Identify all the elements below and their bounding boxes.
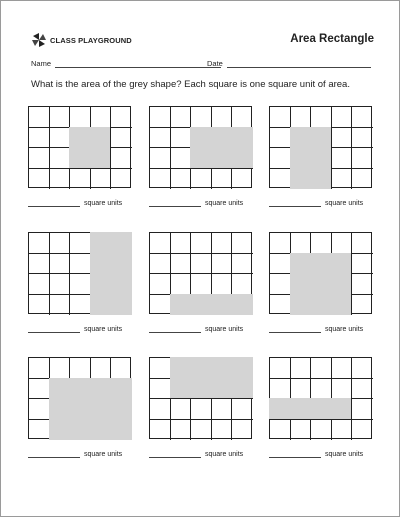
grid-square	[110, 357, 132, 379]
grid-square	[190, 419, 212, 441]
grid-square	[269, 147, 291, 169]
grid-square	[331, 378, 353, 400]
answer-field-6[interactable]	[269, 326, 379, 336]
grid-square	[149, 294, 171, 316]
grid-square	[49, 357, 71, 379]
shaded-square	[90, 419, 112, 441]
grid-square	[310, 232, 332, 254]
grid-square	[170, 273, 192, 295]
grid-square	[351, 294, 373, 316]
shaded-square	[90, 273, 112, 295]
grid-square	[28, 127, 50, 149]
grid-square	[90, 106, 112, 128]
grid-square	[49, 294, 71, 316]
unit-label: square units	[205, 326, 244, 334]
area-grid-8	[149, 357, 252, 439]
grid-square	[269, 273, 291, 295]
grid-square	[231, 273, 253, 295]
grid-square	[90, 168, 112, 190]
grid-square	[190, 106, 212, 128]
shaded-square	[331, 273, 353, 295]
answer-field-7[interactable]	[28, 451, 138, 461]
unit-label: square units	[84, 451, 123, 459]
answer-line[interactable]	[28, 332, 80, 333]
shaded-square	[110, 273, 132, 295]
answer-line[interactable]	[149, 457, 201, 458]
grid-square	[211, 106, 233, 128]
shaded-square	[310, 127, 332, 149]
shaded-square	[69, 398, 91, 420]
grid-square	[49, 253, 71, 275]
answer-field-9[interactable]	[269, 451, 379, 461]
shaded-square	[269, 398, 291, 420]
grid-square	[149, 357, 171, 379]
shaded-square	[190, 357, 212, 379]
grid-square	[269, 127, 291, 149]
grid-square	[190, 232, 212, 254]
answer-field-1[interactable]	[28, 200, 138, 210]
grid-square	[170, 147, 192, 169]
shaded-square	[290, 127, 312, 149]
shaded-square	[211, 357, 233, 379]
shaded-square	[190, 147, 212, 169]
shaded-square	[90, 253, 112, 275]
grid-square	[49, 232, 71, 254]
grid-square	[231, 398, 253, 420]
answer-field-2[interactable]	[149, 200, 259, 210]
shaded-square	[90, 147, 112, 169]
shaded-square	[90, 294, 112, 316]
grid-square	[28, 357, 50, 379]
shaded-square	[110, 378, 132, 400]
grid-square	[28, 419, 50, 441]
area-grid-5	[149, 232, 252, 314]
shaded-square	[190, 378, 212, 400]
shaded-square	[90, 127, 112, 149]
grid-square	[49, 106, 71, 128]
grid-square	[149, 419, 171, 441]
unit-label: square units	[205, 451, 244, 459]
shaded-square	[110, 253, 132, 275]
grid-square	[28, 168, 50, 190]
grid-square	[351, 106, 373, 128]
unit-label: square units	[325, 326, 364, 334]
shaded-square	[69, 147, 91, 169]
grid-square	[170, 419, 192, 441]
shaded-square	[190, 127, 212, 149]
grid-square	[290, 357, 312, 379]
grid-square	[310, 106, 332, 128]
shaded-square	[231, 127, 253, 149]
grid-square	[69, 357, 91, 379]
area-grid-7	[28, 357, 131, 439]
grid-square	[69, 253, 91, 275]
grid-square	[331, 127, 353, 149]
shaded-square	[211, 294, 233, 316]
grid-square	[149, 273, 171, 295]
shaded-square	[231, 357, 253, 379]
grid-square	[351, 419, 373, 441]
grid-square	[190, 168, 212, 190]
grid-square	[110, 127, 132, 149]
shaded-square	[231, 378, 253, 400]
answer-line[interactable]	[269, 206, 321, 207]
grid-square	[149, 127, 171, 149]
shaded-square	[290, 168, 312, 190]
shaded-square	[290, 253, 312, 275]
unit-label: square units	[325, 200, 364, 208]
grid-square	[351, 357, 373, 379]
grid-square	[351, 378, 373, 400]
name-label: Name	[31, 59, 52, 68]
grid-square	[211, 398, 233, 420]
grid-square	[110, 147, 132, 169]
answer-field-3[interactable]	[269, 200, 379, 210]
shaded-square	[69, 127, 91, 149]
grid-square	[170, 168, 192, 190]
answer-line[interactable]	[149, 332, 201, 333]
area-grid-6	[269, 232, 372, 314]
grid-square	[211, 273, 233, 295]
area-grid-3	[269, 106, 372, 188]
grid-square	[351, 127, 373, 149]
shaded-square	[49, 378, 71, 400]
grid-square	[49, 168, 71, 190]
unit-label: square units	[84, 326, 123, 334]
grid-square	[170, 253, 192, 275]
shaded-square	[211, 147, 233, 169]
grid-square	[170, 127, 192, 149]
shaded-square	[290, 147, 312, 169]
grid-square	[351, 168, 373, 190]
grid-square	[211, 168, 233, 190]
shaded-square	[170, 357, 192, 379]
grid-square	[269, 232, 291, 254]
shaded-square	[110, 294, 132, 316]
shaded-square	[331, 253, 353, 275]
grid-square	[69, 294, 91, 316]
grid-square	[28, 294, 50, 316]
grid-square	[28, 253, 50, 275]
grid-square	[49, 127, 71, 149]
grid-square	[149, 106, 171, 128]
grid-square	[69, 232, 91, 254]
grid-square	[269, 378, 291, 400]
grid-square	[28, 232, 50, 254]
answer-line[interactable]	[28, 457, 80, 458]
grid-square	[351, 232, 373, 254]
name-field[interactable]	[55, 67, 221, 68]
grid-square	[231, 168, 253, 190]
grid-square	[310, 419, 332, 441]
date-field[interactable]	[227, 67, 371, 68]
answer-field-8[interactable]	[149, 451, 259, 461]
shaded-square	[211, 127, 233, 149]
shaded-square	[231, 147, 253, 169]
shaded-square	[290, 273, 312, 295]
shaded-square	[190, 294, 212, 316]
answer-field-4[interactable]	[28, 326, 138, 336]
grid-square	[90, 357, 112, 379]
grid-square	[331, 106, 353, 128]
grid-square	[149, 378, 171, 400]
grid-square	[269, 294, 291, 316]
answer-line[interactable]	[269, 332, 321, 333]
grid-square	[269, 106, 291, 128]
grid-square	[231, 106, 253, 128]
shaded-square	[90, 378, 112, 400]
grid-square	[69, 106, 91, 128]
shaded-square	[90, 232, 112, 254]
grid-square	[170, 106, 192, 128]
pinwheel-logo-icon	[31, 32, 47, 48]
grid-square	[351, 273, 373, 295]
shaded-square	[310, 253, 332, 275]
shaded-square	[331, 294, 353, 316]
shaded-square	[290, 398, 312, 420]
shaded-square	[310, 398, 332, 420]
answer-line[interactable]	[149, 206, 201, 207]
grid-square	[149, 147, 171, 169]
grid-square	[149, 168, 171, 190]
unit-label: square units	[205, 200, 244, 208]
grid-square	[28, 106, 50, 128]
grid-square	[231, 253, 253, 275]
grid-square	[269, 168, 291, 190]
shaded-square	[170, 294, 192, 316]
area-grid-4	[28, 232, 131, 314]
grid-square	[290, 419, 312, 441]
grid-square	[69, 168, 91, 190]
shaded-square	[331, 398, 353, 420]
grid-square	[149, 398, 171, 420]
shaded-square	[231, 294, 253, 316]
grid-square	[269, 419, 291, 441]
grid-square	[231, 419, 253, 441]
grid-square	[331, 232, 353, 254]
area-grid-2	[149, 106, 252, 188]
grid-square	[211, 232, 233, 254]
answer-field-5[interactable]	[149, 326, 259, 336]
shaded-square	[69, 378, 91, 400]
grid-square	[290, 378, 312, 400]
grid-square	[28, 273, 50, 295]
grid-square	[211, 253, 233, 275]
unit-label: square units	[84, 200, 123, 208]
grid-square	[310, 357, 332, 379]
shaded-square	[310, 273, 332, 295]
grid-square	[28, 378, 50, 400]
grid-square	[170, 398, 192, 420]
grid-square	[110, 168, 132, 190]
grid-square	[331, 357, 353, 379]
grid-square	[190, 273, 212, 295]
shaded-square	[310, 294, 332, 316]
grid-square	[69, 273, 91, 295]
shaded-square	[69, 419, 91, 441]
unit-label: square units	[325, 451, 364, 459]
grid-square	[351, 147, 373, 169]
grid-square	[310, 378, 332, 400]
worksheet-title: Area Rectangle	[290, 33, 374, 45]
brand-name: CLASS PLAYGROUND	[50, 35, 132, 45]
grid-square	[331, 168, 353, 190]
answer-line[interactable]	[269, 457, 321, 458]
grid-square	[110, 106, 132, 128]
grid-square	[351, 253, 373, 275]
grid-square	[28, 398, 50, 420]
grid-square	[269, 253, 291, 275]
grid-square	[211, 419, 233, 441]
instructions: What is the area of the grey shape? Each square is one square unit of area.	[31, 79, 350, 90]
grid-square	[28, 147, 50, 169]
shaded-square	[310, 147, 332, 169]
grid-square	[290, 106, 312, 128]
shaded-square	[90, 398, 112, 420]
shaded-square	[49, 398, 71, 420]
grid-square	[149, 253, 171, 275]
date-label: Date	[207, 59, 223, 68]
brand-logo	[31, 31, 132, 49]
shaded-square	[290, 294, 312, 316]
grid-square	[290, 232, 312, 254]
shaded-square	[211, 378, 233, 400]
shaded-square	[110, 419, 132, 441]
answer-line[interactable]	[28, 206, 80, 207]
shaded-square	[110, 398, 132, 420]
grid-square	[49, 273, 71, 295]
grid-square	[190, 398, 212, 420]
shaded-square	[110, 232, 132, 254]
grid-square	[351, 398, 373, 420]
grid-square	[170, 232, 192, 254]
grid-square	[331, 147, 353, 169]
shaded-square	[170, 378, 192, 400]
grid-square	[190, 253, 212, 275]
grid-square	[149, 232, 171, 254]
grid-square	[231, 232, 253, 254]
header	[31, 31, 376, 51]
shaded-square	[49, 419, 71, 441]
shaded-square	[310, 168, 332, 190]
area-grid-1	[28, 106, 131, 188]
grid-square	[331, 419, 353, 441]
grid-square	[49, 147, 71, 169]
area-grid-9	[269, 357, 372, 439]
grid-square	[269, 357, 291, 379]
